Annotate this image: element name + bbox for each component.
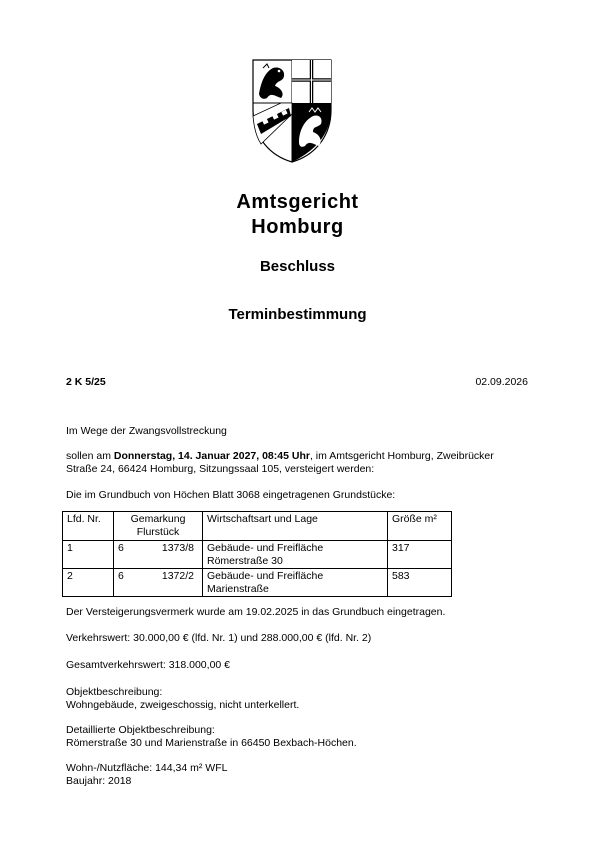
cell-flurstueck: 1373/8 [161, 542, 194, 554]
intro-text: Im Wege der Zwangsvollstreckung [66, 425, 227, 437]
cell-lage: Marienstraße [207, 582, 269, 595]
objekt-text: Wohngebäude, zweigeschossig, nicht unterkellert. [66, 699, 300, 711]
cell-gemarkung [114, 569, 203, 597]
header-wirtschaftsart: Wirtschaftsart und Lage [203, 512, 388, 541]
table-row [63, 569, 452, 597]
objekt-label: Objektbeschreibung: [66, 686, 163, 698]
registry-intro: Die im Grundbuch von Höchen Blatt 3068 eingetragenen Grundstücke: [66, 489, 396, 501]
detail-label: Detaillierte Objektbeschreibung: [66, 724, 215, 736]
header-groesse: Größe m² [388, 512, 452, 541]
auction-post: , im Amtsgericht Homburg, Zweibrücker Straße 24, 66424 Homburg, Sitzungssaal 105, versteigert werden: [66, 450, 494, 475]
header-lfd-nr: Lfd. Nr. [63, 512, 114, 541]
auction-date-time: Donnerstag, 14. Januar 2027, 08:45 Uhr [113, 450, 310, 462]
document-date: 02.09.2026 [475, 376, 528, 388]
table-row [63, 541, 452, 569]
cell-flurstueck: 1372/2 [161, 570, 194, 582]
case-number: 2 K 5/25 [66, 376, 106, 388]
cell-art: Gebäude- und Freifläche [207, 542, 324, 554]
cell-art-lage [203, 569, 388, 597]
cell-gemarkung-number: 6 [118, 542, 124, 554]
cell-art-lage [203, 541, 388, 569]
cell-gemarkung [114, 541, 203, 569]
coat-of-arms-logo [251, 58, 333, 164]
document-type: Beschluss [259, 258, 336, 275]
cell-art: Gebäude- und Freifläche [207, 570, 324, 582]
flaeche-text: Wohn-/Nutzfläche: 144,34 m² WFL [66, 762, 228, 774]
cross-quarter-icon [292, 60, 331, 103]
document-subject: Terminbestimmung [228, 306, 367, 323]
verkehrswert-text: Verkehrswert: 30.000,00 € (lfd. Nr. 1) und 288.000,00 € (lfd. Nr. 2) [66, 632, 372, 644]
auction-pre: sollen am [66, 450, 114, 462]
court-name-line1: Amtsgericht [236, 191, 359, 213]
crowned-lion-quarter-icon [292, 103, 331, 162]
property-table [62, 511, 452, 597]
cell-lage: Römerstraße 30 [207, 554, 283, 567]
detail-text: Römerstraße 30 und Marienstraße in 66450 Bexbach-Höchen. [66, 737, 357, 749]
auction-paragraph [66, 450, 528, 476]
cell-groesse: 583 [388, 569, 452, 597]
header-gemarkung: Gemarkung Flurstück [114, 512, 203, 541]
court-name-line2: Homburg [251, 216, 344, 238]
table-header-row [63, 512, 452, 541]
vermerk-text: Der Versteigerungsvermerk wurde am 19.02.2025 in das Grundbuch eingetragen. [66, 606, 446, 618]
cell-nr: 2 [63, 569, 114, 597]
cell-groesse: 317 [388, 541, 452, 569]
gesamtwert-text: Gesamtverkehrswert: 318.000,00 € [66, 659, 231, 671]
cell-nr: 1 [63, 541, 114, 569]
cell-gemarkung-number: 6 [118, 570, 124, 582]
baujahr-text: Baujahr: 2018 [66, 775, 132, 787]
